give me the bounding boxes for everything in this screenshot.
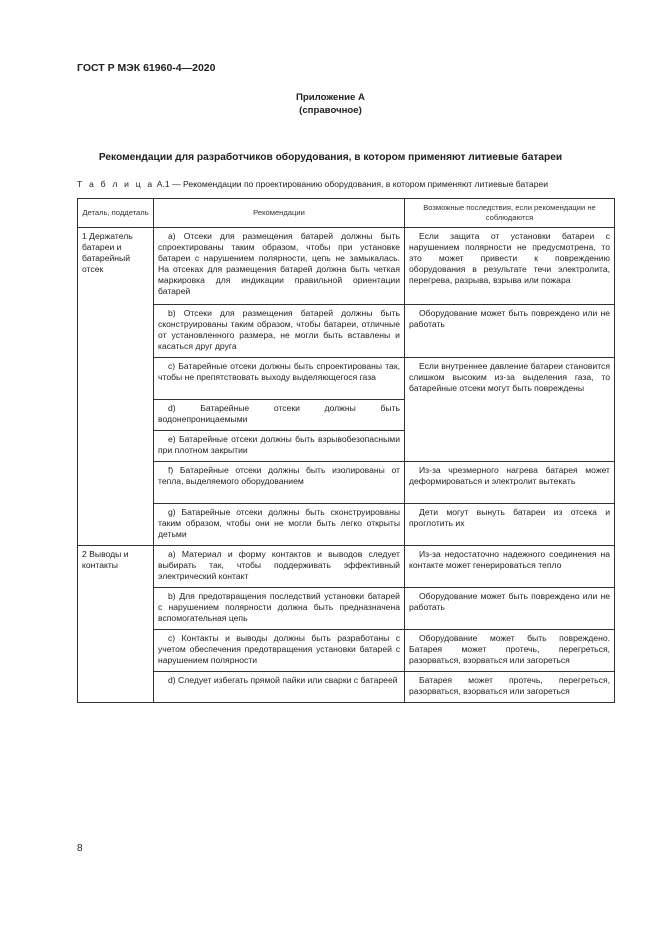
part-cell: 1 Держатель батареи и батарейный отсек [78,228,154,546]
table-header-row [78,199,615,228]
table-row [78,546,615,588]
section-title: Рекомендации для разработчиков оборудования, в котором применяют литиевые батареи [98,152,563,163]
recommendation-cell: f) Батарейные отсеки должны быть изолированы от тепла, выделяемого оборудованием [154,462,405,504]
consequence-cell: Из-за недостаточно надежного соединения на контакте может генерироваться тепло [405,546,615,588]
table-row [78,358,615,400]
header-recommendations: Рекомендации [154,199,405,228]
recommendation-cell: a) Материал и форму контактов и выводов следует выбирать так, чтобы поддерживать эффективный электрический контакт [154,546,405,588]
recommendation-cell: a) Отсеки для размещения батарей должны быть спроектированы таким образом, чтобы при установке батареи с нарушением полярности, цепь не замыкалась. На отсеках для размещения батарей должна быть четкая маркировка для индикации правильной ориентации батарей [154,228,405,305]
recommendation-cell: d) Батарейные отсеки должны быть водонепроницаемыми [154,400,405,431]
table-caption-prefix: Т а б л и ц а [77,179,155,189]
recommendation-cell: c) Батарейные отсеки должны быть спроектированы так, чтобы не препятствовать выходу выделяющегося газа [154,358,405,400]
document-code: ГОСТ Р МЭК 61960-4—2020 [77,62,216,74]
table-row [78,462,615,504]
consequence-cell: Дети могут вынуть батареи из отсека и проглотить их [405,504,615,546]
table-row [78,305,615,358]
recommendation-cell: e) Батарейные отсеки должны быть взрывобезопасными при плотном закрытии [154,431,405,462]
recommendations-table [77,198,615,703]
consequence-cell: Из-за чрезмерного нагрева батарея может деформироваться и электролит вытекать [405,462,615,504]
table-row [78,588,615,630]
annex-subtitle: (справочное) [299,105,362,116]
table-row [78,228,615,305]
consequence-cell: Оборудование может быть повреждено. Батарея может протечь, перегреться, разорваться, взорваться или загореться [405,630,615,672]
part-cell: 2 Выводы и контакты [78,546,154,703]
consequence-cell: Если внутреннее давление батареи становится слишком высоким из-за выделения газа, то батарейные отсеки могут быть повреждены [405,358,615,462]
recommendation-cell: g) Батарейные отсеки должны быть сконструированы таким образом, чтобы они не могли быть легко открыты детьми [154,504,405,546]
header-part: Деталь, поддеталь [78,199,154,228]
table-row [78,504,615,546]
consequence-cell: Батарея может протечь, перегреться, разорваться, взорваться или загореться [405,672,615,703]
recommendation-cell: d) Следует избегать прямой пайки или сварки с батареей [154,672,405,703]
table-caption-text: А.1 — Рекомендации по проектированию оборудования, в котором применяют литиевые батареи [154,179,549,189]
header-consequences: Возможные последствия, если рекомендации не соблюдаются [405,199,615,228]
table-row [78,630,615,672]
page-number: 8 [77,843,83,854]
consequence-cell: Если защита от установки батареи с нарушением полярности не предусмотрена, то это может привести к повреждению оборудования в результате течи электролита, перегрева, разрыва, взрыва или пожара [405,228,615,305]
table-row [78,672,615,703]
annex-title: Приложение А [296,92,365,103]
consequence-cell: Оборудование может быть повреждено или не работать [405,305,615,358]
consequence-cell: Оборудование может быть повреждено или не работать [405,588,615,630]
recommendation-cell: c) Контакты и выводы должны быть разработаны с учетом обеспечения предотвращения установки батарей с нарушением полярности [154,630,405,672]
recommendation-cell: b) Отсеки для размещения батарей должны быть сконструированы таким образом, чтобы батареи, отличные от установленного размера, не могли быть вставлены и касаться друг друга [154,305,405,358]
recommendation-cell: b) Для предотвращения последствий установки батарей с нарушением полярности должна быть предназначена вспомогательная цепь [154,588,405,630]
table-caption [77,179,548,189]
